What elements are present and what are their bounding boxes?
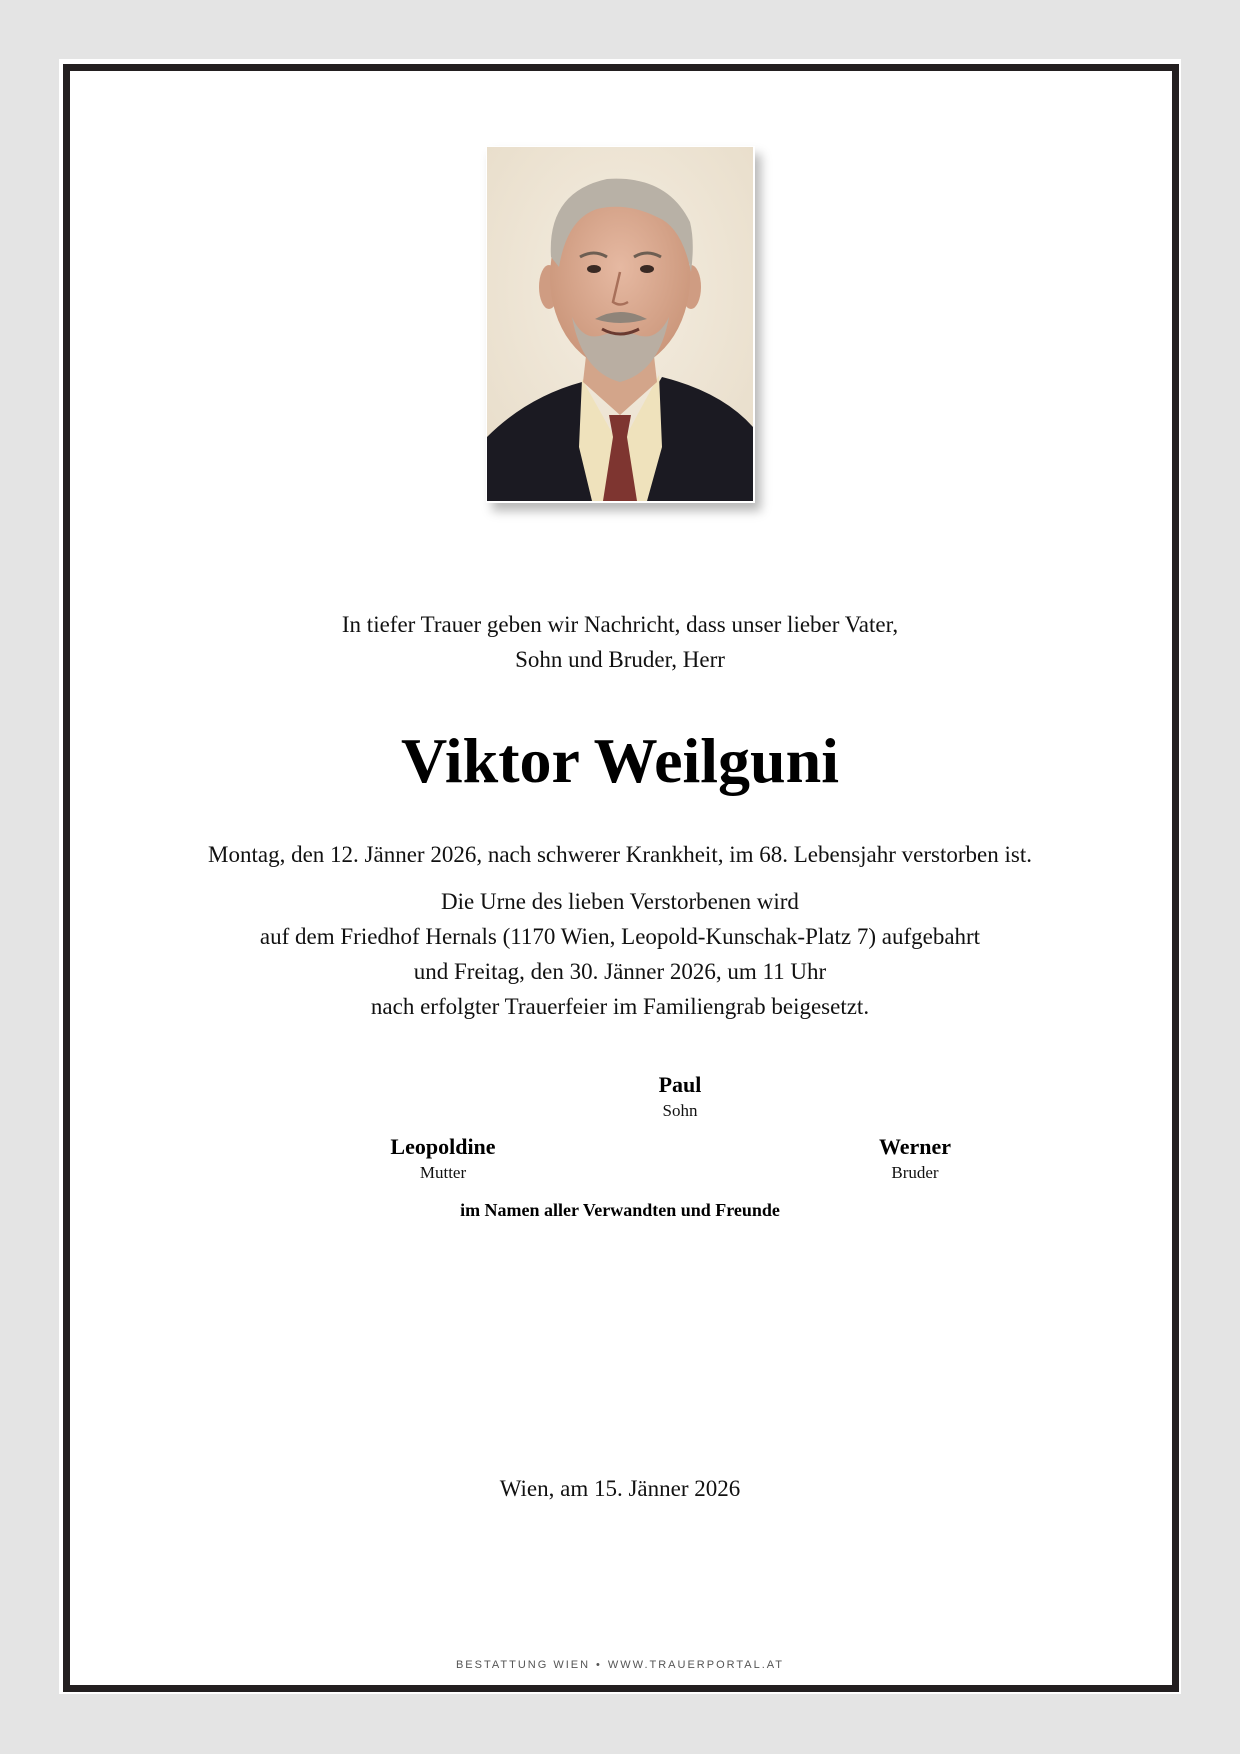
mourner-relation: Sohn	[662, 1101, 698, 1120]
portrait-image-icon	[487, 147, 753, 501]
intro-line-1: In tiefer Trauer geben wir Nachricht, dass unser lieber Vater,	[341, 612, 899, 637]
closing-line: im Namen aller Verwandten und Freunde	[460, 1200, 780, 1220]
portrait-photo-frame	[486, 146, 755, 503]
mourner-name: Leopoldine	[390, 1134, 496, 1159]
obituary-page	[59, 59, 1181, 1694]
portrait-photo	[487, 147, 753, 501]
footer-website-link[interactable]: WWW.TRAUERPORTAL.AT	[607, 1659, 785, 1671]
funeral-line-3: und Freitag, den 30. Jänner 2026, um 11 Uhr	[413, 959, 827, 984]
mourner-relation: Bruder	[891, 1163, 939, 1182]
intro-text	[59, 607, 1181, 677]
mourner-name: Werner	[878, 1134, 952, 1159]
death-notice-line: Montag, den 12. Jänner 2026, nach schwerer Krankheit, im 68. Lebensjahr verstorben ist.	[208, 842, 1032, 867]
intro-line-2: Sohn und Bruder, Herr	[515, 647, 725, 672]
place-and-date: Wien, am 15. Jänner 2026	[499, 1476, 741, 1501]
footer-publisher: BESTATTUNG WIEN	[455, 1659, 591, 1671]
mourner-paul	[560, 1071, 800, 1123]
mourner-werner	[795, 1133, 1035, 1185]
footer-credit	[59, 1658, 1181, 1672]
funeral-line-1: Die Urne des lieben Verstorbenen wird	[441, 889, 799, 914]
bullet-separator-icon: •	[596, 1659, 602, 1671]
funeral-line-4: nach erfolgter Trauerfeier im Familiengrab beigesetzt.	[370, 994, 870, 1019]
deceased-name: Viktor Weilguni	[400, 725, 840, 796]
mourner-name: Paul	[658, 1072, 702, 1097]
mourner-leopoldine	[323, 1133, 563, 1185]
funeral-line-2: auf dem Friedhof Hernals (1170 Wien, Leopold-Kunschak-Platz 7) aufgebahrt	[259, 924, 981, 949]
funeral-details	[59, 884, 1181, 1024]
mourner-relation: Mutter	[419, 1163, 467, 1182]
